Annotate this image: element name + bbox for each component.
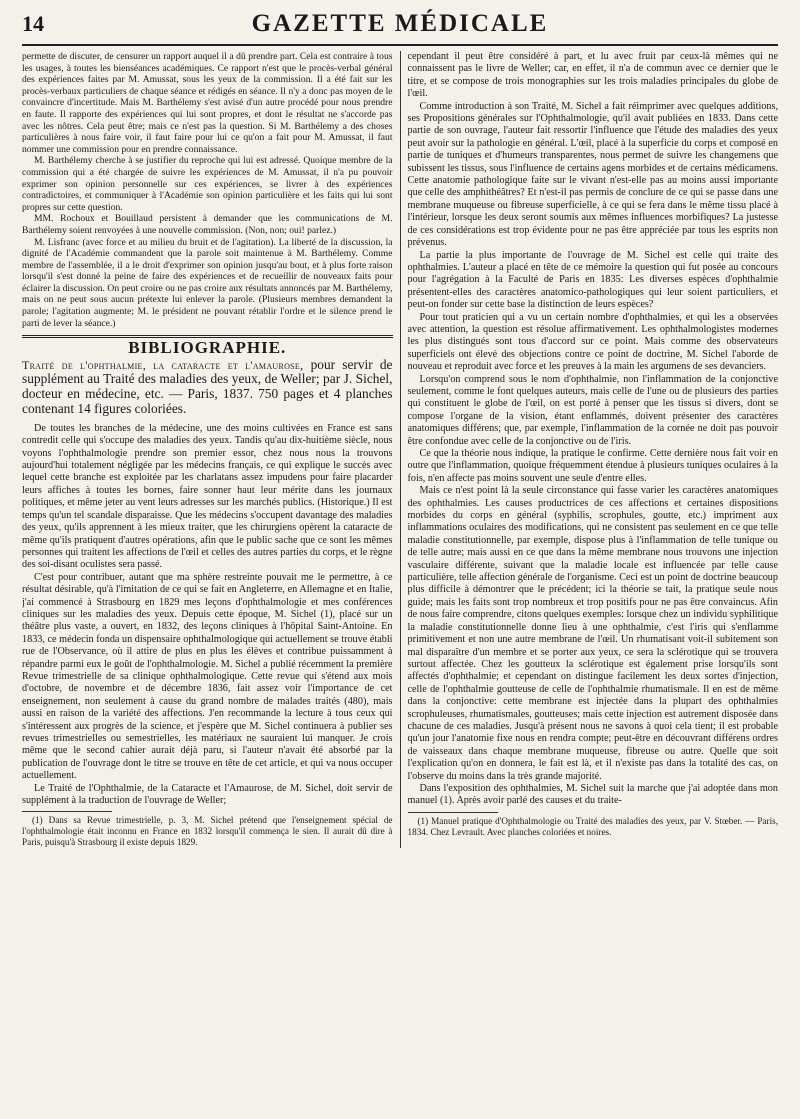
- debate-paragraph: MM. Rochoux et Bouillaud persistent à demander que les communications de M. Barthélemy soient renvoyées à une nouvelle commission. (Non, non; oui! parlez.): [22, 213, 393, 236]
- left-column: [22, 51, 400, 848]
- page-header: [22, 10, 778, 46]
- review-paragraph: cependant il peut être considéré à part, et lu avec fruit par ceux-là mêmes qui ne connaissent pas le livre de Weller; car, en effet, il n'a de commun avec ce dernier que le titre, et se compose de trois monographies sur les trois maladies principales du globe de l'œil.: [407, 51, 778, 100]
- book-title-caps: Traité de l'ophthalmie, la cataracte et l'amaurose,: [22, 357, 304, 372]
- review-paragraph: C'est pour contribuer, autant que ma sphère restreinte pouvait me le permettre, à ce résultat désirable, qu'à l'imitation de ce qui se fait en Angleterre, en Allemagne et en Italie, j'ai commencé à Strasbourg en 1829 mes leçons d'ophthalmologie et mes conférences cliniques sur les maladies des yeux. Depuis cette époque, M. Sichel (1), placé sur un théâtre plus vaste, a ouvert, en 1832, des leçons cliniques à l'hôpital Saint-Antoine. En 1833, ce médecin fonda un dispensaire ophthalmologique qui actuellement se trouve établi rue de l'Observance, où il attire de plus en plus les élèves et contribue puissamment à répandre parmi eux le goût de l'ophthalmologie. M. Sichel a publié récemment la première Revue trimestrielle de sa clinique ophthalmologique. Cette revue qui s'étend aux mois d'octobre, de novembre et de décembre 1836, fait assez voir l'importance de cet enseignement, non seulement à cause du grand nombre de malades traités (480), mais aussi en raison de la variété des affections. J'en recommande la lecture à tous ceux qui s'intéressent aux progrès de la science, et j'espère que M. Sichel continuera à publier ses revues trimestrielles ou semestrielles, les matériaux ne sauraient lui manquer. Je crois même que le second cahier aurait déjà paru, si l'auteur n'avait été absorbé par la publication de l'ouvrage dont le titre se trouve en tête de cet article, et qui va nous occuper actuellement.: [22, 571, 393, 782]
- review-paragraph: Dans l'exposition des ophthalmies, M. Sichel suit la marche que j'ai adoptée dans mon manuel (1). Après avoir parlé des causes et du traite-: [407, 782, 778, 807]
- review-paragraph: De toutes les branches de la médecine, une des moins cultivées en France est sans contredit celle qui s'occupe des maladies des yeux. Tandis qu'au dix-huitième siècle, nous voyons l'ophthalmologie prendre son premier essor, chez nous nous la trouvons aujourd'hui totalement négligée par les médecins français, ce qui explique le succès avec lequel cette branche est exploitée par les charlatans assez impudens pour faire placarder leurs affiches à toutes les bornes, faire sonner haut leur mérite dans les journaux politiques, et même jeter au vent leurs adresses sur les marchés publics. (Historique.) Il est temps qu'un tel scandale disparaisse. Que les médecins s'occupent davantage des maladies des yeux, qu'ils apprennent à les mieux traiter, que les chirurgiens opèrent la cataracte de même qu'ils pratiquent d'autres opérations, afin que le public sache que ce sont les mêmes personnes qui traitent les affections de l'œil et celles des autres parties du corps, et le règne des soi-disant oculistes sera passé.: [22, 422, 393, 571]
- review-paragraph: Mais ce n'est point là la seule circonstance qui fasse varier les caractères anatomiques des ophthalmies. Les causes productrices de ces affections et certaines dispositions morbides du corps en général (syphilis, scrophules, goutte, etc.) impriment aux inflammations oculaires des modifications, qui ne consistent pas seulement en ce que telle maladie constitutionnelle, par exemple, dispose plus à l'inflammation de telle tunique ou de telle autre; mais aussi en ce que dans la même membrane nous trouvons une injection vasculaire différente, suivant que la maladie locale est influencée par telle cause particulière, telle affection générale de l'organisme. Ceci est un point de doctrine beaucoup plus difficile à démontrer que le précédent; ici la théorie se tait, la pratique seule nous guide; mais les faits sont trop nombreux et trop positifs pour ne pas être convaincus. Afin de nous faire comprendre, citons quelques exemples: lorsque chez un individu syphilitique la maladie constitutionnelle donne lieu à une ophthalmie, c'est l'iris qui s'enflamme primitivement et non une autre membrane de l'œil. Un rhumatisant voit-il subitement son mal disparaître d'un membre et se porter aux yeux, ce sera la sclérotique qui se trouvera surtout affectée. Chez les goutteux la sclérotique est également prise lorsqu'ils sont affectés d'ophthalmie; et cependant on distingue facilement les deux sortes d'injection, celle de l'ophthalmie goutteuse de celle de l'ophthalmie rhumatismale. Il en est de même dans la conjonctive: cette membrane est injectée dans la plupart des ophthalmies scrophuleuses, rhumatismales, goutteuses; mais cette injection est autrement disposée dans chacune de ces maladies. Jusqu'à présent nous ne savons à quoi cela tient; il est probable qu'un jour l'anatomie fixe nous en rendra compte; peut-être en découvrant différens ordres de vaisseaux dans chaque membrane muqueuse, fibreuse ou autre. Quelle que soit l'explication qu'on en donnera, le fait est là, et il n'existe pas dans la totalité des cas, on l'observe du moins dans la très grande majorité.: [407, 485, 778, 782]
- review-body: [22, 423, 393, 808]
- review-paragraph: Ce que la théorie nous indique, la pratique le confirme. Cette dernière nous fait voir en outre que l'inflammation, quoique fréquemment étendue à plusieurs tuniques oculaires à la fois, n'en affecte pas moins souvent une seule d'entre elles.: [407, 448, 778, 484]
- left-footnote: [22, 815, 393, 848]
- book-title-rest: pour servir de supplément au Traité des maladies des yeux, de Weller; par J. Sichel, docteur en médecine, etc. — Paris, 1837. 750 pages et 4 planches contenant 14 figures coloriées.: [22, 356, 393, 417]
- right-footnote: [408, 816, 779, 838]
- debate-paragraph: M. Barthélemy cherche à se justifier du reproche qui lui est adressé. Quoique membre de la commission qui a été chargée de suivre les expériences de M. Amussat, il n'a pu pouvoir exprimer son opinion personnelle sur ces expériences, se livrer à des expériences contradictoires, et communiquer à l'Académie son opinion particulière et les faits qui lui sont propres sur cette question.: [22, 155, 393, 213]
- book-title: [22, 358, 393, 417]
- review-paragraph: Comme introduction à son Traité, M. Sichel a fait réimprimer avec quelques additions, ses Propositions générales sur l'Ophthalmologie, qu'il avait publiées en 1833. Dans cette partie de son ouvrage, l'auteur fait ressortir l'influence que l'étude des maladies des yeux peut avoir sur la pathologie en général. L'œil, placé à la superficie du corps et composé en partie de tuniques et d'humeurs transparentes, nous permet de suivre les changemens que subissent les tissus, sous l'influence de certains agens morbides et de certains médicamens. Cette anatomie pathologique faite sur le vivant n'est-elle pas au moins aussi importante que celle des amphithéâtres? Et n'est-il pas permis de conclure de ce qui se passe dans une membrane muqueuse ou fibreuse superficielle, à ce qui se fera dans le même tissu placé à l'intérieur, lorsque les deux seront soumis aux mêmes influences morbifiques? La justesse de ces considérations est trop évidente pour ne pas être appréciée par tous les esprits non prévenus.: [407, 100, 778, 249]
- two-columns: [22, 51, 778, 848]
- debate-paragraph: M. Lisfranc (avec force et au milieu du bruit et de l'agitation). La liberté de la discussion, la dignité de l'Académie commandent que la parole soit maintenue à M. Barthélemy. Comme membre de l'assemblée, il a le droit d'exprimer son opinion jusqu'au bout, et à plus forte raison lorsqu'il s'est donné la peine de faire des expériences et de recueillir de nouveaux faits pour éclairer la discussion. On peut croire ou ne pas croire aux résultats annoncés par M. Barthélemy, mais on ne peut sous aucun prétexte lui enlever la parole. (Plusieurs membres demandent la parole; l'agitation augmente; M. le président ne pouvant rétablir l'ordre et le silence prend le parti de lever la séance.): [22, 236, 393, 329]
- right-column: [400, 51, 779, 848]
- section-heading: BIBLIOGRAPHIE.: [128, 338, 287, 358]
- review-paragraph: La partie la plus importante de l'ouvrage de M. Sichel est celle qui traite des ophthalmies. L'auteur a placé en tête de ce mémoire la question qui fut posée au concours pour l'agrégation à la Faculté de Paris en 1835: Les diverses espèces d'ophthalmie présentent-elles des caractères anatomico-pathologiques qui leur soient particuliers, et peut-on fonder sur cette base la distinction de leurs espèces?: [407, 249, 778, 311]
- review-continued: [408, 51, 779, 808]
- page-number: 14: [22, 11, 44, 36]
- footnote-text: (1) Manuel pratique d'Ophthalmologie ou Traité des maladies des yeux, par V. Stœber. — Paris, 1834. Chez Levrault. Avec planches coloriées et noires.: [407, 815, 778, 837]
- review-paragraph: Pour tout praticien qui a vu un certain nombre d'ophthalmies, et qui les a observées avec attention, la question est résolue affirmativement. Les ophthalmologistes modernes les plus distingués sont tous d'accord sur ce point. Mais comme des observateurs superficiels ont élevé des objections contre ce point de doctrine, M. Sichel l'aborde de nouveau et reproduit avec force et les preuves à la main les argumens de ses devanciers.: [407, 311, 778, 373]
- review-paragraph: Lorsqu'on comprend sous le nom d'ophthalmie, non l'inflammation de la conjonctive seulement, comme le font quelques auteurs, mais celle de l'une ou de plusieurs des parties qui constituent le globe de l'œil, on est porté à penser que les tissus si divers, dont se compose l'organe de la vision, étant enflammés, doivent présenter des caractères anatomiques différens; que, par exemple, l'inflammation de la cornée ne doit pas pouvoir être confondue avec celle de la conjonctive ou de l'iris.: [407, 373, 778, 447]
- masthead-title: GAZETTE MÉDICALE: [251, 10, 549, 37]
- footnote-rule: [408, 812, 498, 813]
- footnote-rule: [22, 811, 112, 812]
- debate-paragraph: permette de discuter, de censurer un rapport auquel il a dû prendre part. Cela est contraire à tous les usages, à toutes les bienséances académiques. Ce rapport n'est que le procès-verbal général des expériences faites par M. Amussat, sous les yeux de la commission. Il a été fait sur les procès-verbaux particuliers de chaque séance et rédigés en séance. Il n'y a donc pas moyen de le convaincre d'incertitude. Mais M. Barthélemy s'est avisé d'un autre procédé pour nous prendre en faute. Il rapporte des expériences qui lui sont propres, et dont le résultat ne s'accorde pas avec les nôtres. Cela peut être; mais ce n'est pas la question. Si M. Barthélemy a des choses particulières à nous faire voir, il faut faire pour lui ce qu'on a fait pour M. Amussat, il faut nommer une commission pour en prendre connaissance.: [22, 51, 393, 155]
- footnote-text: (1) Dans sa Revue trimestrielle, p. 3, M. Sichel prétend que l'enseignement spécial de l'ophthalmologie était inconnu en France en 1832 lorsqu'il commença le sien. Il aurait dû dire à Paris, puisqu'à Strasbourg il existe depuis 1829.: [22, 815, 393, 848]
- review-paragraph: Le Traité de l'Ophthalmie, de la Cataracte et l'Amaurose, de M. Sichel, doit servir de supplément à la traduction de l'ouvrage de Weller;: [22, 782, 393, 807]
- academy-debate: [22, 51, 393, 329]
